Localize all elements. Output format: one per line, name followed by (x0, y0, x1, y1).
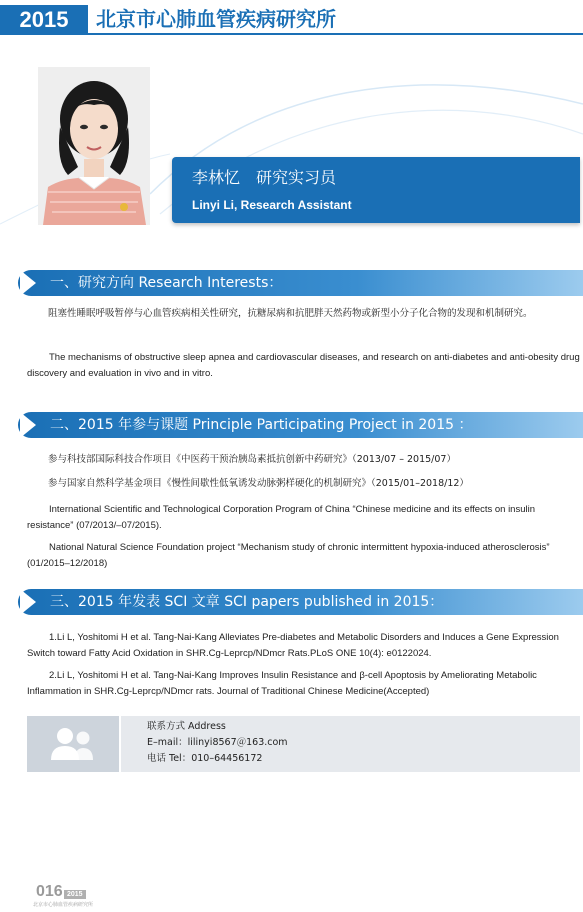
arrow-icon (20, 589, 36, 615)
footer-year: 2015 (64, 890, 86, 899)
header-title: 北京市心肺血管疾病研究所 (96, 7, 336, 31)
name-card (172, 157, 580, 223)
header-divider (88, 33, 583, 35)
arrow-icon (20, 412, 36, 438)
section-title: 三、2015 年发表 SCI 文章 SCI papers published in 2015： (50, 594, 444, 610)
page-header (0, 0, 583, 40)
arrow-icon (20, 270, 36, 296)
project-cn-item: 参与国家自然科学基金项目《慢性间歇性低氧诱发动脉粥样硬化的机制研究》（2015/01–2018/12） (48, 478, 469, 489)
section-title: 一、研究方向 Research Interests： (50, 275, 283, 291)
section-title: 二、2015 年参与课题 Principle Participating Project in 2015 ： (50, 417, 473, 433)
name-english: Linyi Li, Research Assistant (192, 198, 352, 212)
contact-icon-box (27, 716, 119, 772)
research-text-en: The mechanisms of obstructive sleep apnea and cardiovascular diseases, and research on anti-diabetes and anti-obesity drug discovery and evaluation in vivo and in vitro. (27, 352, 580, 379)
research-text-cn: 阻塞性睡眠呼吸暂停与心血管疾病相关性研究，抗糖尿病和抗肥胖天然药物或新型小分子化合物的发现和机制研究。 (48, 308, 533, 319)
section-research-header (0, 266, 583, 300)
header-year: 2015 (0, 5, 88, 35)
portrait-image (38, 67, 150, 225)
footer-institute: 北京市心肺血管疾病研究所 (33, 902, 94, 908)
project-cn-item: 参与科技部国际科技合作项目《中医药干预治胰岛素抵抗创新中药研究》（2013/07 – 2015/07） (48, 454, 456, 465)
contact-phone: 电话 Tel：010–64456172 (147, 753, 263, 764)
section-papers-header (0, 585, 583, 619)
contact-email: E–mail：lilinyi8567＠163.com (147, 737, 288, 748)
contact-title: 联系方式 Address (147, 721, 226, 732)
name-chinese: 李林忆 研究实习员 (192, 168, 337, 187)
profile-photo (38, 67, 150, 225)
page-number: 016 (36, 883, 63, 900)
paper-item: 2.Li L, Yoshitomi H et al. Tang-Nai-Kang Improves Insulin Resistance and β-cell Apoptosis by Ameliorating Metabolic Inflammation in SHR.Cg-Leprcp/NDmcr rats. Journal of Traditional Chinese Medicine(Accepted) (27, 670, 537, 697)
project-en-item: National Natural Science Foundation project “Mechanism study of chronic intermittent hypoxia-induced atherosclerosis” (01/2015–12/2018) (27, 542, 550, 569)
contact-info (121, 716, 580, 772)
people-icon (27, 716, 119, 772)
project-en-item: International Scientific and Technological Corporation Program of China “Chinese medicine and its effects on insulin resistance” (07/2013/–07/2015). (27, 504, 536, 531)
contact-box (27, 716, 580, 772)
section-projects-header (0, 408, 583, 442)
paper-item: 1.Li L, Yoshitomi H et al. Tang-Nai-Kang Alleviates Pre-diabetes and Metabolic Disorders and Induces a Gene Expression Switch toward Fatty Acid Oxidation in SHR.Cg-Leprcp/NDmcr Rats.PLoS ONE 10(4): e0122024. (27, 632, 559, 659)
